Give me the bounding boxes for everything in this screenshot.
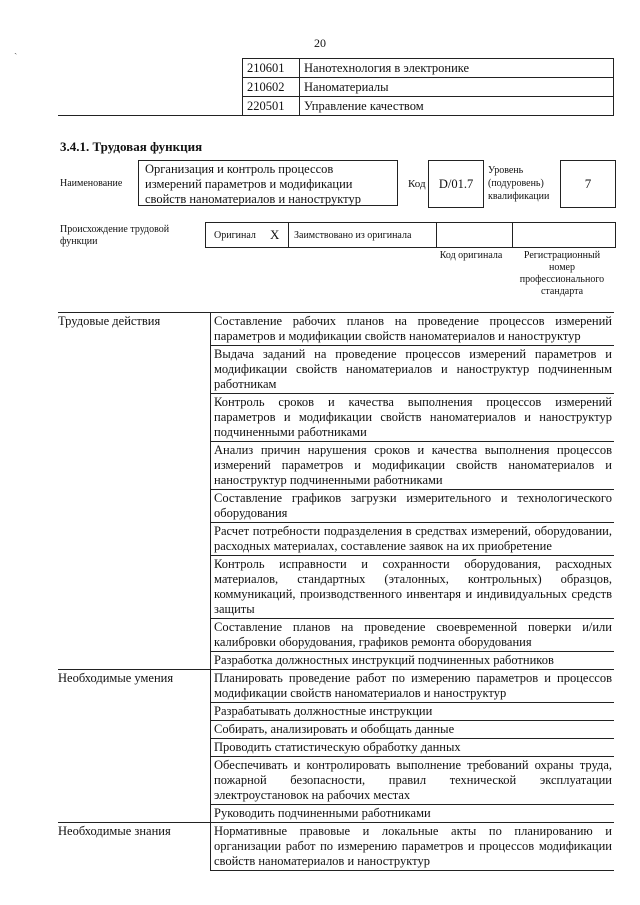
list-item: Составление рабочих планов на проведение процессов измерений параметров и модификации свойств наноматериалов и наноструктур (211, 313, 615, 346)
divider (436, 223, 437, 247)
name-cell: Наноматериалы (300, 78, 614, 97)
list-item: Составление планов на проведение своевременной поверки и/или калибровки оборудования, графиков ремонта оборудования (211, 619, 615, 652)
list-item: Нормативные правовые и локальные акты по планированию и организации работ по измерению параметров и процессов модификации свойств наноматериалов и наноструктур (211, 823, 615, 871)
section-title: 3.4.1. Трудовая функция (60, 139, 203, 154)
table-row (58, 823, 614, 871)
list-item: Выдача заданий на проведение процессов измерений параметров и модификации свойств наноматериалов и наноструктур подчиненным работникам (211, 346, 615, 394)
list-item: Собирать, анализировать и обобщать данные (211, 721, 615, 739)
table-row (58, 313, 614, 346)
name-cell: Нанотехнология в электронике (300, 59, 614, 78)
original-mark: X (270, 227, 280, 242)
function-details-table (58, 312, 614, 871)
code-cell: 210601 (243, 59, 300, 78)
labor-actions-label: Трудовые действия (58, 313, 211, 670)
list-item: Анализ причин нарушения сроков и качества выполнения процессов измерений параметров и модификации свойств наноматериалов и наноструктур подчиненными работниками (211, 442, 615, 490)
list-item: Разработка должностных инструкций подчиненных работников (211, 652, 615, 670)
level-box: 7 (560, 160, 616, 208)
code-cell: 220501 (243, 97, 300, 116)
skills-label: Необходимые умения (58, 670, 211, 823)
page-number: 20 (314, 36, 326, 50)
code-cell: 210602 (243, 78, 300, 97)
name-cell: Управление качеством (300, 97, 614, 116)
list-item: Контроль исправности и сохранности оборудования, расходных материалов, стандартных (эталонных, контрольных) образцов, коммуникаций, производственного инвентаря и индивидуальных средств защиты (211, 556, 615, 619)
divider (512, 223, 513, 247)
list-item: Планировать проведение работ по измерению параметров и процессов модификации свойств наноматериалов и наноструктур (211, 670, 615, 703)
list-item: Обеспечивать и контролировать выполнение требований охраны труда, пожарной безопасности, правил технической эксплуатации электроустановок на рабочих местах (211, 757, 615, 805)
table-row (58, 59, 614, 78)
origin-label: Происхождение трудовой функции (60, 224, 170, 247)
list-item: Разрабатывать должностные инструкции (211, 703, 615, 721)
scan-mark: ˎ (14, 44, 18, 55)
name-label: Наименование (60, 178, 123, 189)
list-item: Составление графиков загрузки измерительного и технологического оборудования (211, 490, 615, 523)
divider (288, 223, 289, 247)
specialty-codes-table (58, 58, 614, 116)
function-name-box: Организация и контроль процессов измерений параметров и модификации свойств наноматериалов и наноструктур (138, 160, 398, 206)
knowledge-label: Необходимые знания (58, 823, 211, 871)
borrowed-label: Заимствовано из оригинала (294, 229, 412, 241)
origin-row (205, 222, 616, 248)
original-label: Оригинал (214, 229, 256, 241)
list-item: Контроль сроков и качества выполнения процессов измерений параметров и модификации свойств наноматериалов и наноструктур подчиненными работниками (211, 394, 615, 442)
code-label: Код (408, 178, 426, 190)
level-label: Уровень (подуровень) квалификации (488, 165, 550, 202)
code-original-label: Код оригинала (439, 250, 503, 261)
table-row (58, 670, 614, 703)
list-item: Расчет потребности подразделения в средствах измерений, оборудовании, расходных материалах, составление заявок на их приобретение (211, 523, 615, 556)
list-item: Руководить подчиненными работниками (211, 805, 615, 823)
reg-number-label: Регистрационный номер профессионального стандарта (519, 250, 605, 297)
list-item: Проводить статистическую обработку данных (211, 739, 615, 757)
function-code-box: D/01.7 (428, 160, 484, 208)
blank-cell (58, 59, 243, 116)
